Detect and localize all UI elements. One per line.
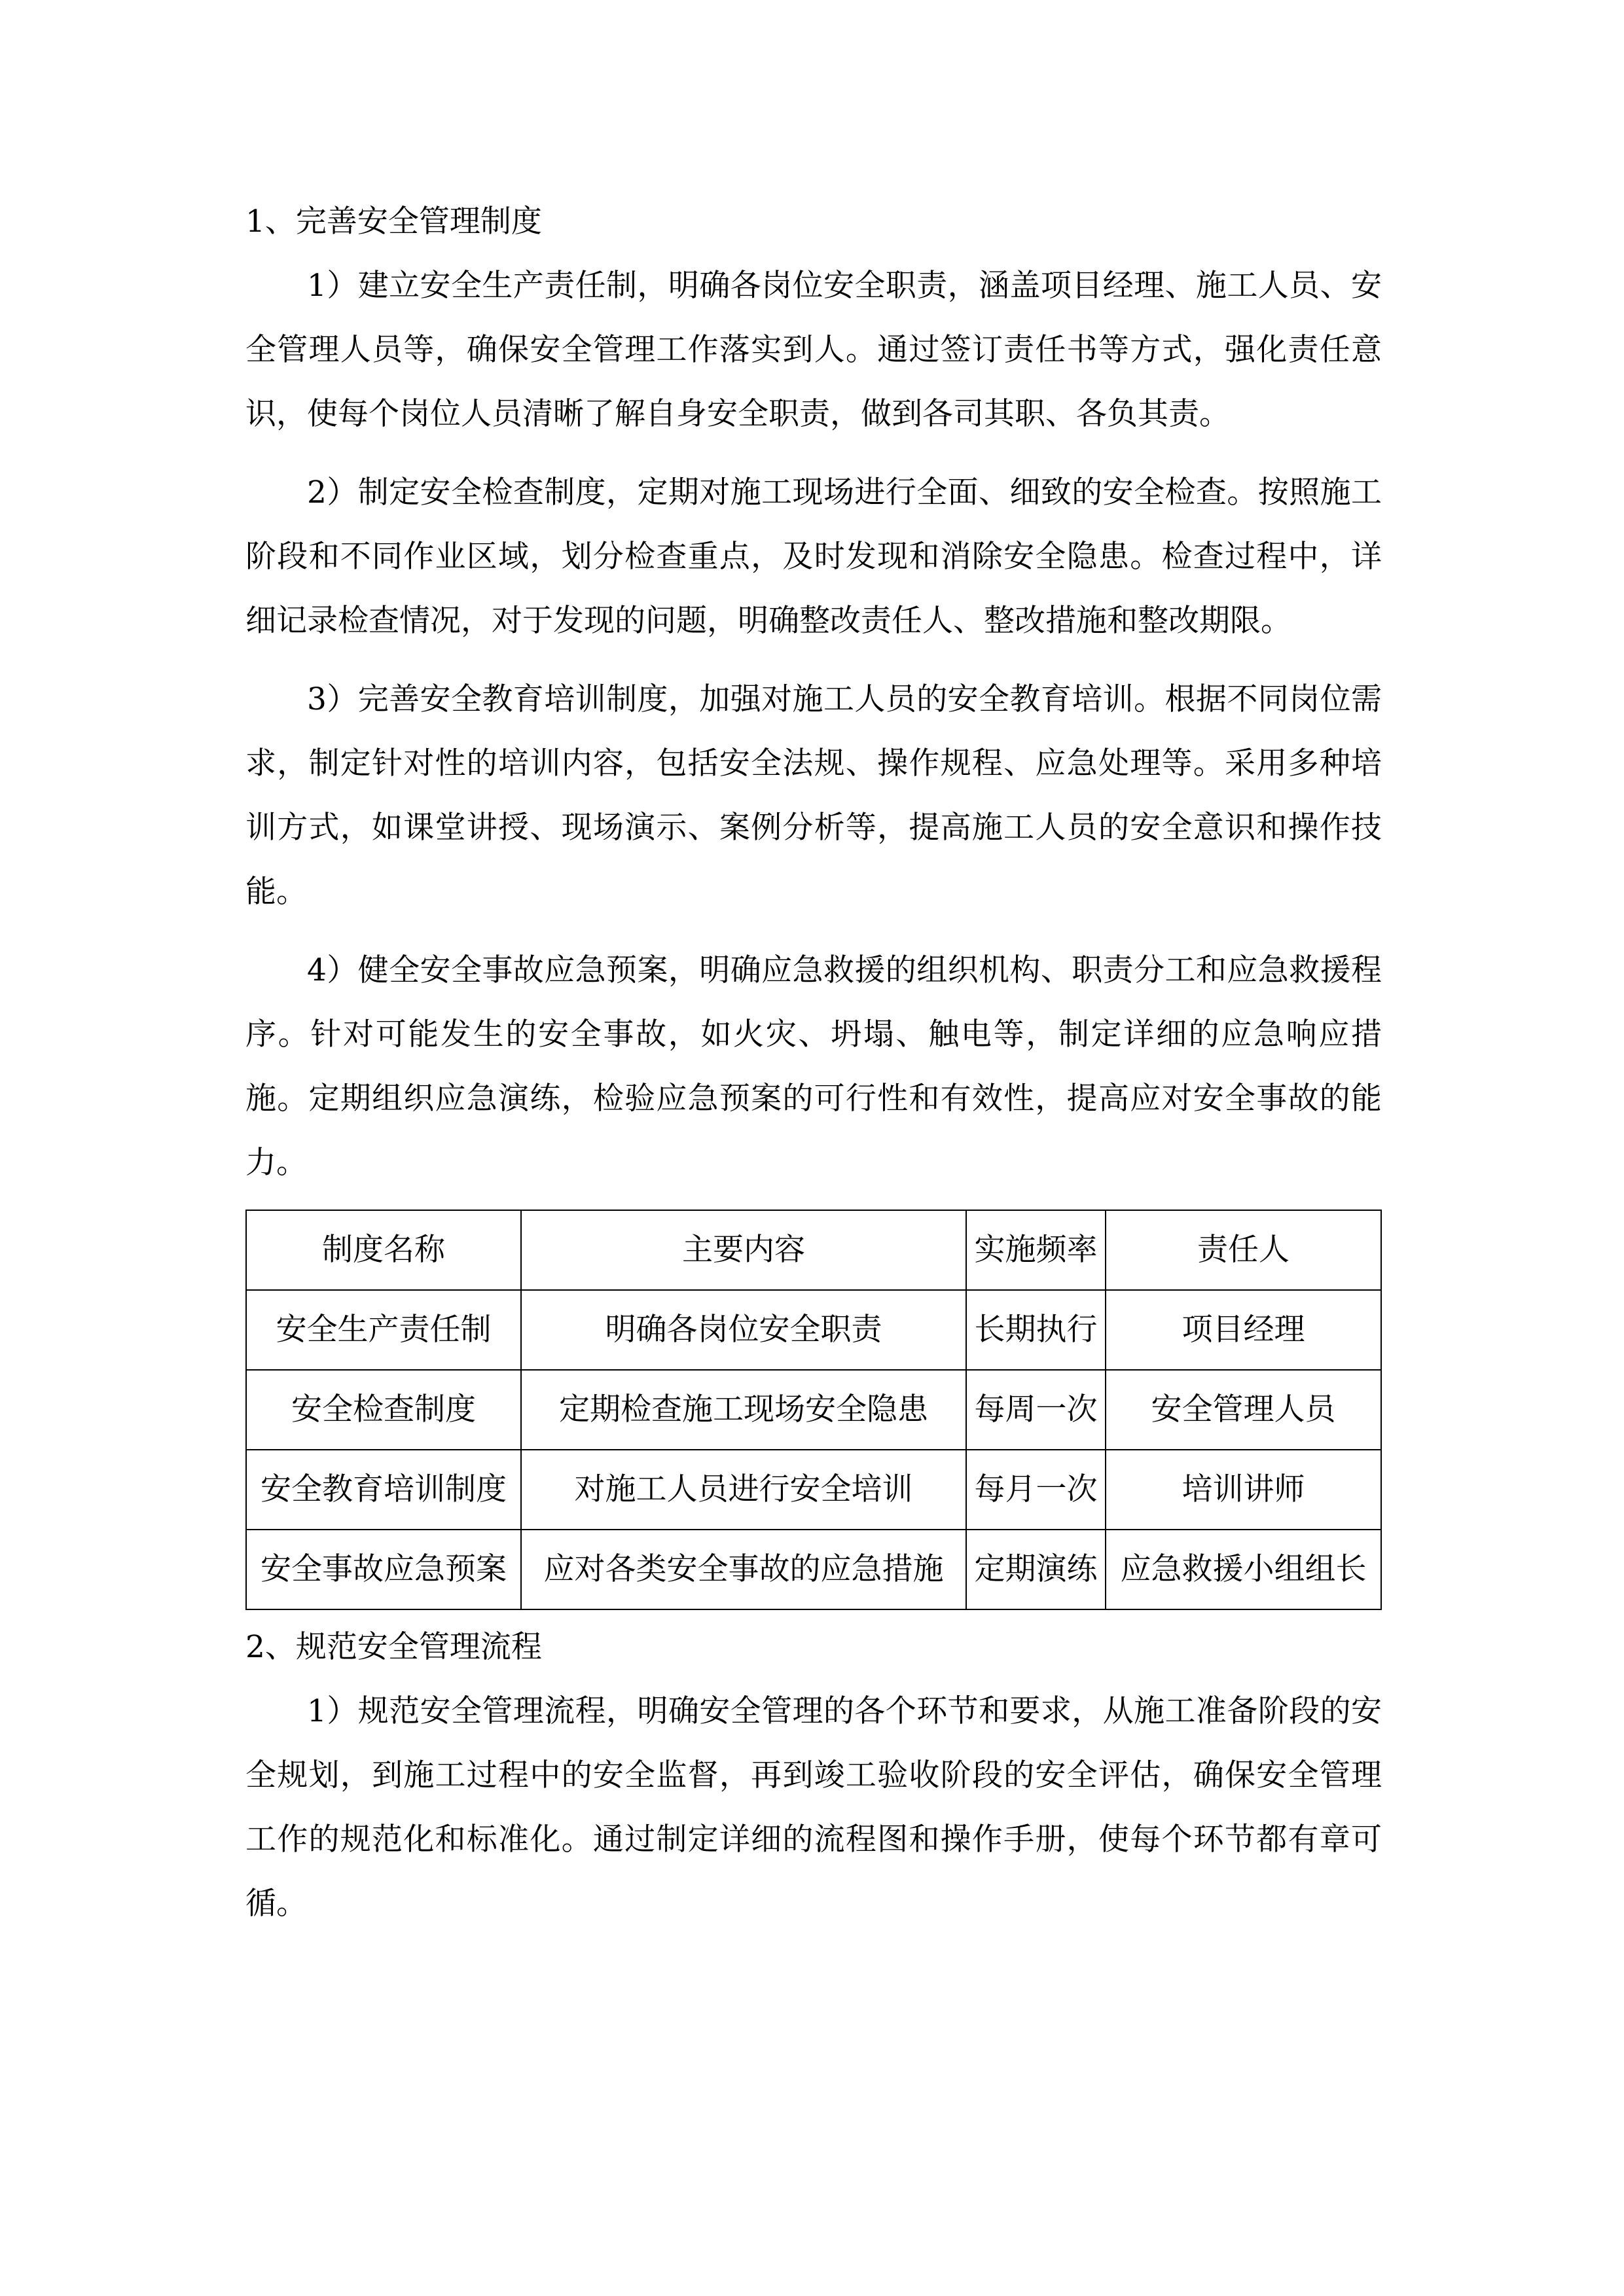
paragraph: 1）规范安全管理流程，明确安全管理的各个环节和要求，从施工准备阶段的安全规划，到施工过程中的安全监督，再到竣工验收阶段的安全评估，确保安全管理工作的规范化和标准化。通过制定详细的流程图和操作手册，使每个环节都有章可循。 xyxy=(245,1693,1382,1922)
table-cell: 应对各类安全事故的应急措施 xyxy=(521,1530,966,1609)
section-heading: 2、规范安全管理流程 xyxy=(245,1629,542,1665)
table-cell: 定期演练 xyxy=(966,1530,1106,1609)
table-row xyxy=(246,1530,1381,1609)
table-cell: 明确各岗位安全职责 xyxy=(521,1290,966,1370)
table-cell: 安全生产责任制 xyxy=(246,1290,521,1370)
paragraph: 1）建立安全生产责任制，明确各岗位安全职责，涵盖项目经理、施工人员、安全管理人员等，确保安全管理工作落实到人。通过签订责任书等方式，强化责任意识，使每个岗位人员清晰了解自身安全职责，做到各司其职、各负其责。 xyxy=(245,268,1382,432)
table-cell: 每月一次 xyxy=(966,1450,1106,1530)
table-header-cell: 实施频率 xyxy=(966,1210,1106,1290)
paragraph: 2）制定安全检查制度，定期对施工现场进行全面、细致的安全检查。按照施工阶段和不同作业区域，划分检查重点，及时发现和消除安全隐患。检查过程中，详细记录检查情况，对于发现的问题，明确整改责任人、整改措施和整改期限。 xyxy=(245,475,1382,639)
table-cell: 安全检查制度 xyxy=(246,1370,521,1450)
table-row xyxy=(246,1290,1381,1370)
table-header-row xyxy=(246,1210,1381,1290)
table-cell: 每周一次 xyxy=(966,1370,1106,1450)
system-table xyxy=(245,1210,1382,1610)
paragraph: 4）健全安全事故应急预案，明确应急救援的组织机构、职责分工和应急救援程序。针对可能发生的安全事故，如火灾、坍塌、触电等，制定详细的应急响应措施。定期组织应急演练，检验应急预案的可行性和有效性，提高应对安全事故的能力。 xyxy=(245,952,1382,1181)
table-cell: 安全事故应急预案 xyxy=(246,1530,521,1609)
table-header-cell: 责任人 xyxy=(1106,1210,1381,1290)
table-cell: 定期检查施工现场安全隐患 xyxy=(521,1370,966,1450)
table-cell: 对施工人员进行安全培训 xyxy=(521,1450,966,1530)
table-row xyxy=(246,1370,1381,1450)
table-row xyxy=(246,1450,1381,1530)
table-header-cell: 主要内容 xyxy=(521,1210,966,1290)
table-cell: 安全教育培训制度 xyxy=(246,1450,521,1530)
table-cell: 培训讲师 xyxy=(1106,1450,1381,1530)
paragraph: 3）完善安全教育培训制度，加强对施工人员的安全教育培训。根据不同岗位需求，制定针对性的培训内容，包括安全法规、操作规程、应急处理等。采用多种培训方式，如课堂讲授、现场演示、案例分析等，提高施工人员的安全意识和操作技能。 xyxy=(245,681,1382,910)
table-cell: 项目经理 xyxy=(1106,1290,1381,1370)
table-header-cell: 制度名称 xyxy=(246,1210,521,1290)
table-cell: 应急救援小组组长 xyxy=(1106,1530,1381,1609)
table-cell: 长期执行 xyxy=(966,1290,1106,1370)
section-heading: 1、完善安全管理制度 xyxy=(245,204,542,240)
table-cell: 安全管理人员 xyxy=(1106,1370,1381,1450)
document-body xyxy=(245,190,1382,1936)
